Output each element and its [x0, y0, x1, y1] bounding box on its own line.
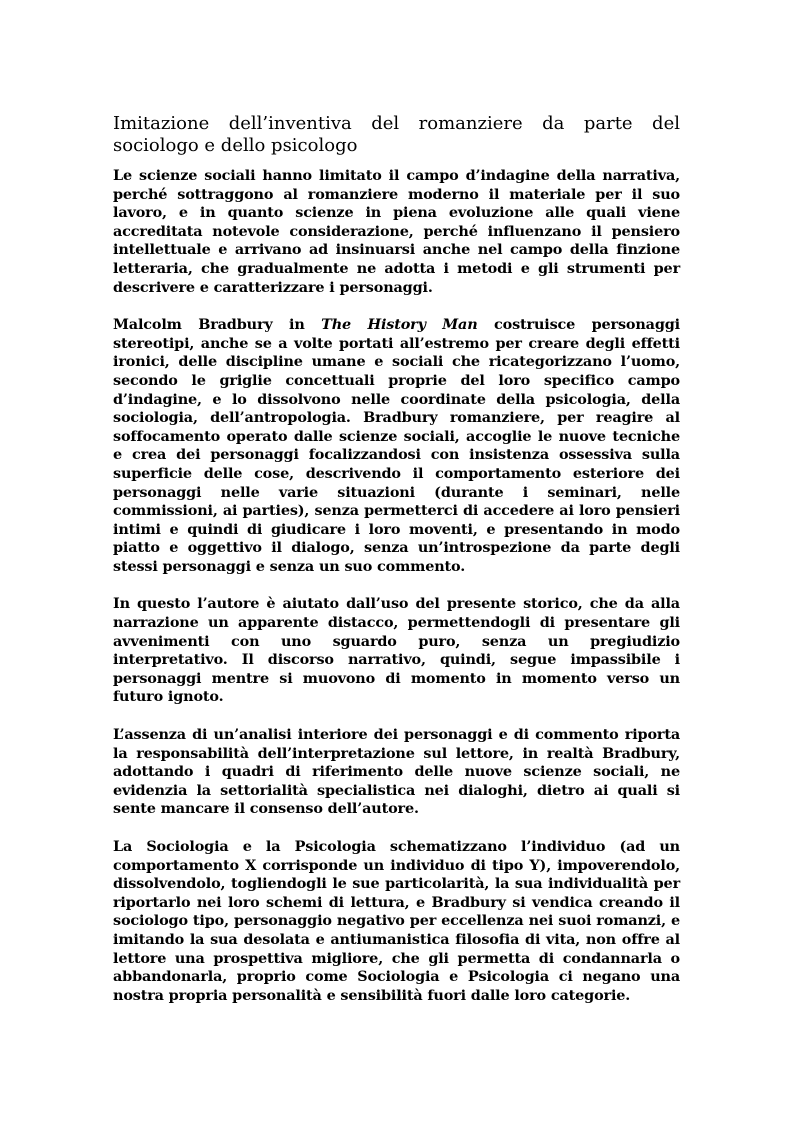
- section-heading: Imitazione dell’inventiva del romanziere da parte del sociologo e dello psicologo: [113, 113, 680, 156]
- paragraph-2-author: Malcolm Bradbury in: [113, 316, 322, 334]
- paragraph-2: [113, 316, 680, 576]
- paragraph-5: La Sociologia e la Psicologia schematizzano l’individuo (ad un comportamento X corrisponde un individuo di tipo Y), impoverendolo, dissolvendolo, togliendogli le sue particolarità, la sua individualità per riportarlo nei loro schemi di lettura, e Bradbury si vendica creando il sociologo tipo, personaggio negativo per eccellenza nei suoi romanzi, e imitando la sua desolata e antiumanistica filosofia di vita, non offre al lettore una prospettiva migliore, che gli permetta di condannarla o abbandonarla, proprio come Sociologia e Psicologia ci negano una nostra propria personalità e sensibilità fuori dalle loro categorie.: [113, 838, 680, 1004]
- document-page: [113, 113, 680, 1024]
- paragraph-4: L’assenza di un’analisi interiore dei personaggi e di commento riporta la responsabilità dell’interpretazione sul lettore, in realtà Bradbury, adottando i quadri di riferimento delle nuove scienze sociali, ne evidenzia la settorialità specialistica nei dialoghi, dietro ai quali si sente mancare il consenso dell’autore.: [113, 726, 680, 818]
- paragraph-2-text: costruisce personaggi stereotipi, anche se a volte portati all’estremo per creare degli effetti ironici, delle discipline umane e sociali che ricategorizzano l’uomo, secondo le griglie concettuali proprie del loro specifico campo d’indagine, e lo dissolvono nelle coordinate della psicologia, della sociologia, dell’antropologia. Bradbury romanziere, per reagire al soffocamento operato dalle scienze sociali, accoglie le nuove tecniche e crea dei personaggi focalizzandosi con insistenza ossessiva sulla superficie delle cose, descrivendo il comportamento esteriore dei personaggi nelle varie situazioni (durante i seminari, nelle commissioni, ai parties), senza permetterci di accedere ai loro pensieri intimi e quindi di giudicare i loro moventi, e presentando in modo piatto e oggettivo il dialogo, senza un’introspezione da parte degli stessi personaggi e senza un suo commento.: [113, 316, 680, 575]
- book-title: The History Man: [321, 316, 478, 334]
- paragraph-1: Le scienze sociali hanno limitato il campo d’indagine della narrativa, perché sottraggono al romanziere moderno il materiale per il suo lavoro, e in quanto scienze in piena evoluzione alle quali viene accreditata notevole considerazione, perché influenzano il pensiero intellettuale e arrivano ad insinuarsi anche nel campo della finzione letteraria, che gradualmente ne adotta i metodi e gli strumenti per descrivere e caratterizzare i personaggi.: [113, 167, 680, 296]
- paragraph-3: In questo l’autore è aiutato dall’uso del presente storico, che da alla narrazione un apparente distacco, permettendogli di presentare gli avvenimenti con uno sguardo puro, senza un pregiudizio interpretativo. Il discorso narrativo, quindi, segue impassibile i personaggi mentre si muovono di momento in momento verso un futuro ignoto.: [113, 595, 680, 706]
